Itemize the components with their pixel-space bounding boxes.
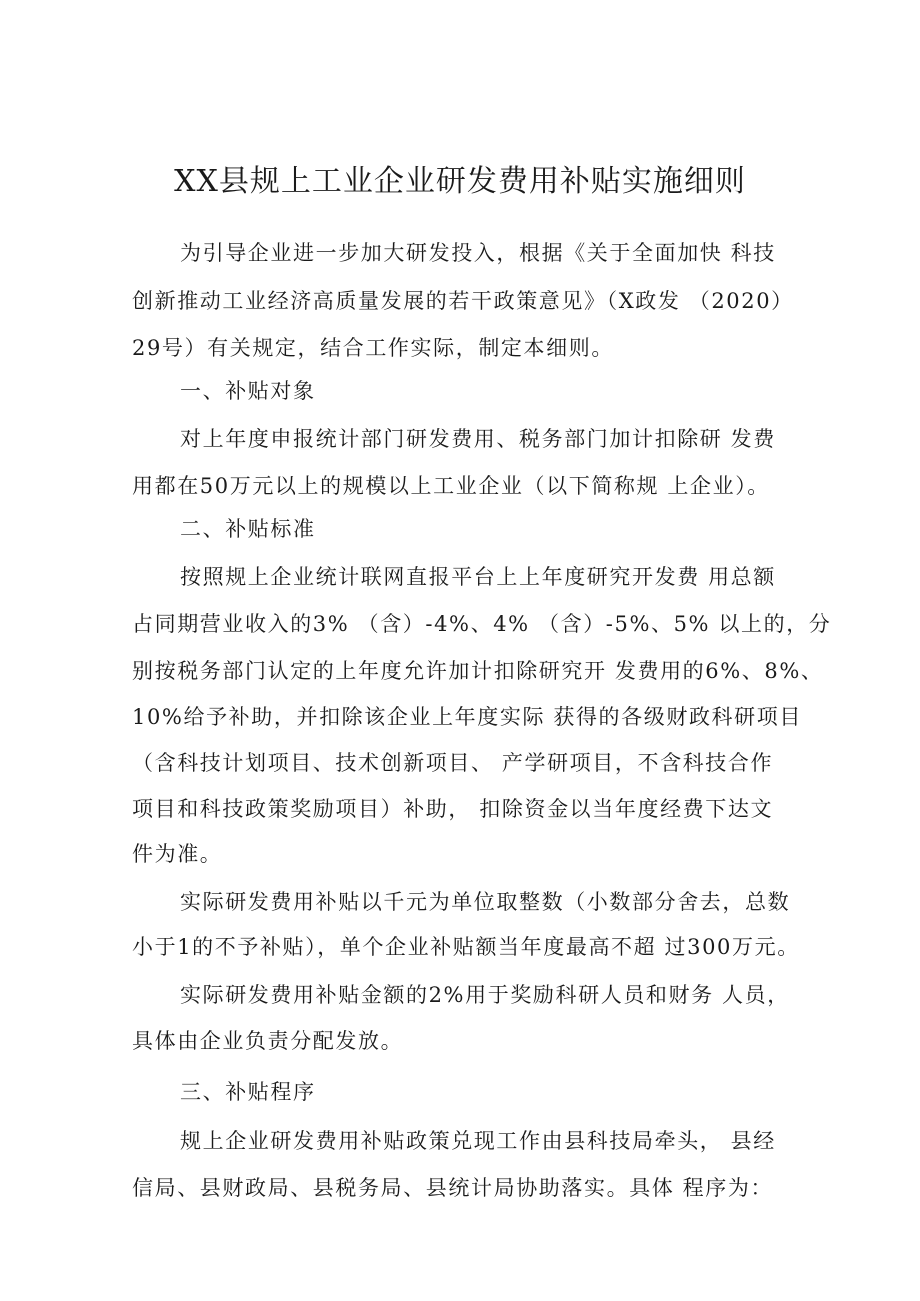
paragraph-line: 实际研发费用补贴以千元为单位取整数（小数部分舍去，总数 <box>180 890 791 914</box>
paragraph-line: 信局、县财政局、县税务局、县统计局协助落实。具体 程序为： <box>132 1176 774 1200</box>
paragraph-line: 规上企业研发费用补贴政策兑现工作由县科技局牵头， 县经 <box>180 1129 776 1153</box>
paragraph-line: （含科技计划项目、技术创新项目、 产学研项目，不含科技合作 <box>132 751 774 775</box>
section-heading: 一、补贴对象 <box>180 379 316 403</box>
paragraph-line: 29号）有关规定，结合工作实际，制定本细则。 <box>132 336 614 360</box>
paragraph-line: 具体由企业负责分配发放。 <box>132 1029 404 1053</box>
section-heading: 三、补贴程序 <box>180 1080 316 1104</box>
paragraph-line: 为引导企业进一步加大研发投入，根据《关于全面加快 科技 <box>180 241 776 265</box>
paragraph-line: 10%给予补助，并扣除该企业上年度实际 获得的各级财政科研项目 <box>132 705 802 729</box>
paragraph-line: 件为准。 <box>132 842 223 866</box>
section-heading: 二、补贴标准 <box>180 517 316 541</box>
paragraph-line: 小于1的不予补贴），单个企业补贴额当年度最高不超 过300万元。 <box>132 935 800 959</box>
paragraph-line: 对上年度申报统计部门研发费用、税务部门加计扣除研 发费 <box>180 427 776 451</box>
paragraph-line: 别按税务部门认定的上年度允许加计扣除研究开 发费用的6%、8%、 <box>132 659 824 683</box>
paragraph-line: 项目和科技政策奖励项目）补助， 扣除资金以当年度经费下达文 <box>132 797 774 821</box>
paragraph-line: 按照规上企业统计联网直报平台上上年度研究开发费 用总额 <box>180 565 776 589</box>
document-title: XX县规上工业企业研发费用补贴实施细则 <box>174 164 746 200</box>
paragraph-line: 创新推动工业经济高质量发展的若干政策意见》（X政发 （2020） <box>132 289 794 313</box>
paragraph-line: 占同期营业收入的3% （含）-4%、4% （含）-5%、5% 以上的，分 <box>132 612 832 636</box>
paragraph-line: 实际研发费用补贴金额的2%用于奖励科研人员和财务 人员， <box>180 983 790 1007</box>
paragraph-line: 用都在50万元以上的规模以上工业企业（以下简称规 上企业）。 <box>132 474 770 498</box>
